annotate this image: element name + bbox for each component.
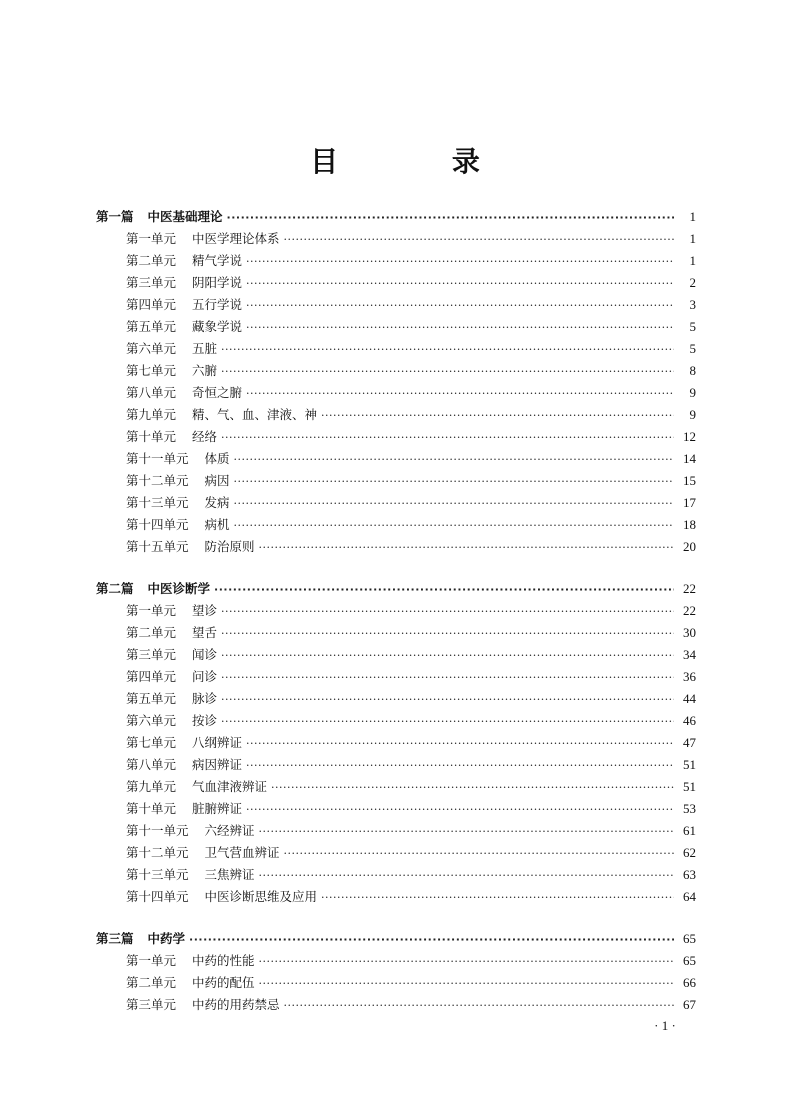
page-number: 9 xyxy=(689,407,696,422)
unit-label xyxy=(126,316,242,338)
dot-leader xyxy=(221,710,674,733)
dot-leader xyxy=(321,886,674,909)
unit-number: 第七单元 xyxy=(126,735,177,750)
unit-name: 发病 xyxy=(204,495,230,510)
toc-unit-entry[interactable] xyxy=(96,820,696,842)
toc-unit-entry[interactable] xyxy=(96,514,696,536)
unit-label xyxy=(126,886,317,908)
dot-leader xyxy=(246,798,674,821)
unit-number: 第一单元 xyxy=(126,603,177,618)
dot-leader xyxy=(221,666,674,689)
unit-name: 精气学说 xyxy=(192,253,243,268)
toc-unit-entry[interactable] xyxy=(96,950,696,972)
page-number: 51 xyxy=(683,757,696,772)
page-number: 47 xyxy=(683,735,696,750)
unit-name: 闻诊 xyxy=(192,647,218,662)
toc-unit-entry[interactable] xyxy=(96,338,696,360)
toc-part-heading[interactable] xyxy=(96,578,696,600)
part-number: 第三篇 xyxy=(96,931,134,946)
part-label xyxy=(96,206,223,228)
toc-unit-entry[interactable] xyxy=(96,732,696,754)
page-number: 30 xyxy=(683,625,696,640)
unit-label xyxy=(126,228,280,250)
unit-number: 第六单元 xyxy=(126,341,177,356)
unit-label xyxy=(126,820,255,842)
unit-name: 三焦辨证 xyxy=(204,867,255,882)
toc-unit-entry[interactable] xyxy=(96,776,696,798)
toc-unit-entry[interactable] xyxy=(96,228,696,250)
unit-number: 第八单元 xyxy=(126,757,177,772)
unit-name: 六腑 xyxy=(192,363,218,378)
dot-leader xyxy=(246,382,674,405)
toc-unit-entry[interactable] xyxy=(96,600,696,622)
page-number: 17 xyxy=(683,495,696,510)
page-number: 12 xyxy=(683,429,696,444)
toc-unit-entry[interactable] xyxy=(96,492,696,514)
dot-leader xyxy=(221,688,674,711)
dot-leader xyxy=(221,360,674,383)
toc-part-heading[interactable] xyxy=(96,206,696,228)
unit-number: 第二单元 xyxy=(126,253,177,268)
unit-number: 第五单元 xyxy=(126,319,177,334)
unit-label xyxy=(126,666,217,688)
unit-name: 卫气营血辨证 xyxy=(204,845,280,860)
page-number: 65 xyxy=(683,953,696,968)
unit-label xyxy=(126,710,217,732)
dot-leader xyxy=(227,206,674,229)
unit-number: 第三单元 xyxy=(126,647,177,662)
unit-label xyxy=(126,536,255,558)
toc-unit-entry[interactable] xyxy=(96,316,696,338)
dot-leader xyxy=(284,994,674,1017)
unit-number: 第六单元 xyxy=(126,713,177,728)
toc-unit-entry[interactable] xyxy=(96,972,696,994)
unit-label xyxy=(126,776,267,798)
toc-unit-entry[interactable] xyxy=(96,470,696,492)
unit-label xyxy=(126,470,230,492)
unit-number: 第十四单元 xyxy=(126,889,189,904)
dot-leader xyxy=(246,754,674,777)
part-label xyxy=(96,928,185,950)
dot-leader xyxy=(234,470,674,493)
toc-unit-entry[interactable] xyxy=(96,536,696,558)
toc-part xyxy=(96,206,696,558)
toc-unit-entry[interactable] xyxy=(96,426,696,448)
page-number: 5 xyxy=(689,319,696,334)
page-number: 9 xyxy=(689,385,696,400)
page-number: 61 xyxy=(683,823,696,838)
dot-leader xyxy=(189,928,674,951)
unit-number: 第十一单元 xyxy=(126,823,189,838)
part-number: 第二篇 xyxy=(96,581,134,596)
unit-number: 第五单元 xyxy=(126,691,177,706)
unit-label xyxy=(126,404,317,426)
unit-name: 脉诊 xyxy=(192,691,218,706)
unit-number: 第十一单元 xyxy=(126,451,189,466)
unit-label xyxy=(126,382,242,404)
page-number: 15 xyxy=(683,473,696,488)
unit-number: 第十三单元 xyxy=(126,867,189,882)
toc-unit-entry[interactable] xyxy=(96,360,696,382)
toc-part xyxy=(96,578,696,908)
toc-unit-entry[interactable] xyxy=(96,842,696,864)
page-number-footer: · 1 · xyxy=(654,1018,676,1033)
unit-name: 中医学理论体系 xyxy=(192,231,280,246)
unit-name: 气血津液辨证 xyxy=(192,779,268,794)
unit-label xyxy=(126,972,255,994)
toc-unit-entry[interactable] xyxy=(96,448,696,470)
dot-leader xyxy=(246,272,674,295)
unit-number: 第四单元 xyxy=(126,669,177,684)
dot-leader xyxy=(234,492,674,515)
unit-name: 奇恒之腑 xyxy=(192,385,243,400)
page-number: 65 xyxy=(683,931,696,946)
page-number: 44 xyxy=(683,691,696,706)
dot-leader xyxy=(284,842,674,865)
page-number: 22 xyxy=(683,581,696,596)
toc-unit-entry[interactable] xyxy=(96,382,696,404)
unit-name: 中药的配伍 xyxy=(192,975,255,990)
page-number: 53 xyxy=(683,801,696,816)
page-number: 2 xyxy=(689,275,696,290)
dot-leader xyxy=(221,644,674,667)
page-number: 36 xyxy=(683,669,696,684)
page-number: 14 xyxy=(683,451,696,466)
dot-leader xyxy=(259,820,674,843)
page-number: 66 xyxy=(683,975,696,990)
dot-leader xyxy=(246,732,674,755)
unit-label xyxy=(126,272,242,294)
unit-label xyxy=(126,426,217,448)
unit-label xyxy=(126,622,217,644)
unit-label xyxy=(126,842,280,864)
dot-leader xyxy=(214,578,674,601)
toc-unit-entry[interactable] xyxy=(96,798,696,820)
toc-part xyxy=(96,928,696,1016)
unit-label xyxy=(126,250,242,272)
unit-label xyxy=(126,754,242,776)
unit-name: 病因辨证 xyxy=(192,757,243,772)
dot-leader xyxy=(221,338,674,361)
unit-label xyxy=(126,514,230,536)
dot-leader xyxy=(284,228,674,251)
unit-name: 望舌 xyxy=(192,625,218,640)
unit-number: 第一单元 xyxy=(126,231,177,246)
unit-name: 防治原则 xyxy=(204,539,255,554)
unit-number: 第八单元 xyxy=(126,385,177,400)
unit-name: 中药的性能 xyxy=(192,953,255,968)
page-number: 34 xyxy=(683,647,696,662)
unit-name: 中医诊断思维及应用 xyxy=(204,889,318,904)
unit-label xyxy=(126,644,217,666)
page-number: 46 xyxy=(683,713,696,728)
unit-number: 第十二单元 xyxy=(126,845,189,860)
dot-leader xyxy=(321,404,674,427)
unit-number: 第十五单元 xyxy=(126,539,189,554)
page-number: 18 xyxy=(683,517,696,532)
dot-leader xyxy=(234,448,674,471)
dot-leader xyxy=(234,514,674,537)
dot-leader xyxy=(221,622,674,645)
page-number: 1 xyxy=(689,231,696,246)
part-label xyxy=(96,578,210,600)
unit-name: 八纲辨证 xyxy=(192,735,243,750)
page-number: 62 xyxy=(683,845,696,860)
page-number: 20 xyxy=(683,539,696,554)
toc-unit-entry[interactable] xyxy=(96,886,696,908)
unit-number: 第十三单元 xyxy=(126,495,189,510)
toc-part-heading[interactable] xyxy=(96,928,696,950)
unit-number: 第九单元 xyxy=(126,779,177,794)
dot-leader xyxy=(221,426,674,449)
unit-name: 精、气、血、津液、神 xyxy=(192,407,318,422)
part-name: 中医基础理论 xyxy=(147,209,223,224)
part-number: 第一篇 xyxy=(96,209,134,224)
unit-label xyxy=(126,732,242,754)
unit-label xyxy=(126,294,242,316)
unit-number: 第十单元 xyxy=(126,429,177,444)
page-number: 67 xyxy=(683,997,696,1012)
toc-unit-entry[interactable] xyxy=(96,404,696,426)
toc-unit-entry[interactable] xyxy=(96,710,696,732)
toc-unit-entry[interactable] xyxy=(96,666,696,688)
unit-label xyxy=(126,360,217,382)
dot-leader xyxy=(221,600,674,623)
unit-number: 第十四单元 xyxy=(126,517,189,532)
unit-number: 第十单元 xyxy=(126,801,177,816)
toc-unit-entry[interactable] xyxy=(96,294,696,316)
unit-label xyxy=(126,864,255,886)
part-name: 中药学 xyxy=(147,931,186,946)
dot-leader xyxy=(259,972,674,995)
dot-leader xyxy=(259,950,674,973)
page-number: 5 xyxy=(689,341,696,356)
unit-name: 按诊 xyxy=(192,713,218,728)
dot-leader xyxy=(246,250,674,273)
unit-name: 问诊 xyxy=(192,669,218,684)
unit-name: 体质 xyxy=(204,451,230,466)
unit-name: 中药的用药禁忌 xyxy=(192,997,280,1012)
page-number: 3 xyxy=(689,297,696,312)
page-number: 8 xyxy=(689,363,696,378)
unit-label xyxy=(126,492,230,514)
page-number: 51 xyxy=(683,779,696,794)
unit-label xyxy=(126,600,217,622)
unit-label xyxy=(126,950,255,972)
unit-label xyxy=(126,688,217,710)
page-number: 1 xyxy=(689,209,696,224)
toc-unit-entry[interactable] xyxy=(96,644,696,666)
unit-number: 第七单元 xyxy=(126,363,177,378)
page-title: 目 录 xyxy=(310,145,532,178)
unit-number: 第二单元 xyxy=(126,625,177,640)
part-name: 中医诊断学 xyxy=(147,581,211,596)
table-of-contents xyxy=(96,206,696,1036)
unit-number: 第九单元 xyxy=(126,407,177,422)
unit-name: 脏腑辨证 xyxy=(192,801,243,816)
dot-leader xyxy=(259,864,674,887)
unit-name: 望诊 xyxy=(192,603,218,618)
unit-name: 五脏 xyxy=(192,341,218,356)
unit-name: 病因 xyxy=(204,473,230,488)
unit-label xyxy=(126,338,217,360)
unit-number: 第四单元 xyxy=(126,297,177,312)
unit-number: 第十二单元 xyxy=(126,473,189,488)
unit-label xyxy=(126,448,230,470)
toc-unit-entry[interactable] xyxy=(96,272,696,294)
unit-label xyxy=(126,994,280,1016)
unit-name: 藏象学说 xyxy=(192,319,243,334)
unit-number: 第三单元 xyxy=(126,997,177,1012)
toc-unit-entry[interactable] xyxy=(96,994,696,1016)
page-number: 64 xyxy=(683,889,696,904)
toc-unit-entry[interactable] xyxy=(96,864,696,886)
toc-unit-entry[interactable] xyxy=(96,250,696,272)
dot-leader xyxy=(246,316,674,339)
unit-name: 六经辨证 xyxy=(204,823,255,838)
dot-leader xyxy=(246,294,674,317)
page-number: 22 xyxy=(683,603,696,618)
unit-name: 五行学说 xyxy=(192,297,243,312)
toc-unit-entry[interactable] xyxy=(96,754,696,776)
page-number: 63 xyxy=(683,867,696,882)
unit-number: 第三单元 xyxy=(126,275,177,290)
unit-name: 阴阳学说 xyxy=(192,275,243,290)
toc-unit-entry[interactable] xyxy=(96,688,696,710)
unit-number: 第二单元 xyxy=(126,975,177,990)
unit-label xyxy=(126,798,242,820)
toc-unit-entry[interactable] xyxy=(96,622,696,644)
page-number: 1 xyxy=(689,253,696,268)
unit-name: 经络 xyxy=(192,429,218,444)
dot-leader xyxy=(259,536,674,559)
unit-number: 第一单元 xyxy=(126,953,177,968)
unit-name: 病机 xyxy=(204,517,230,532)
dot-leader xyxy=(271,776,674,799)
